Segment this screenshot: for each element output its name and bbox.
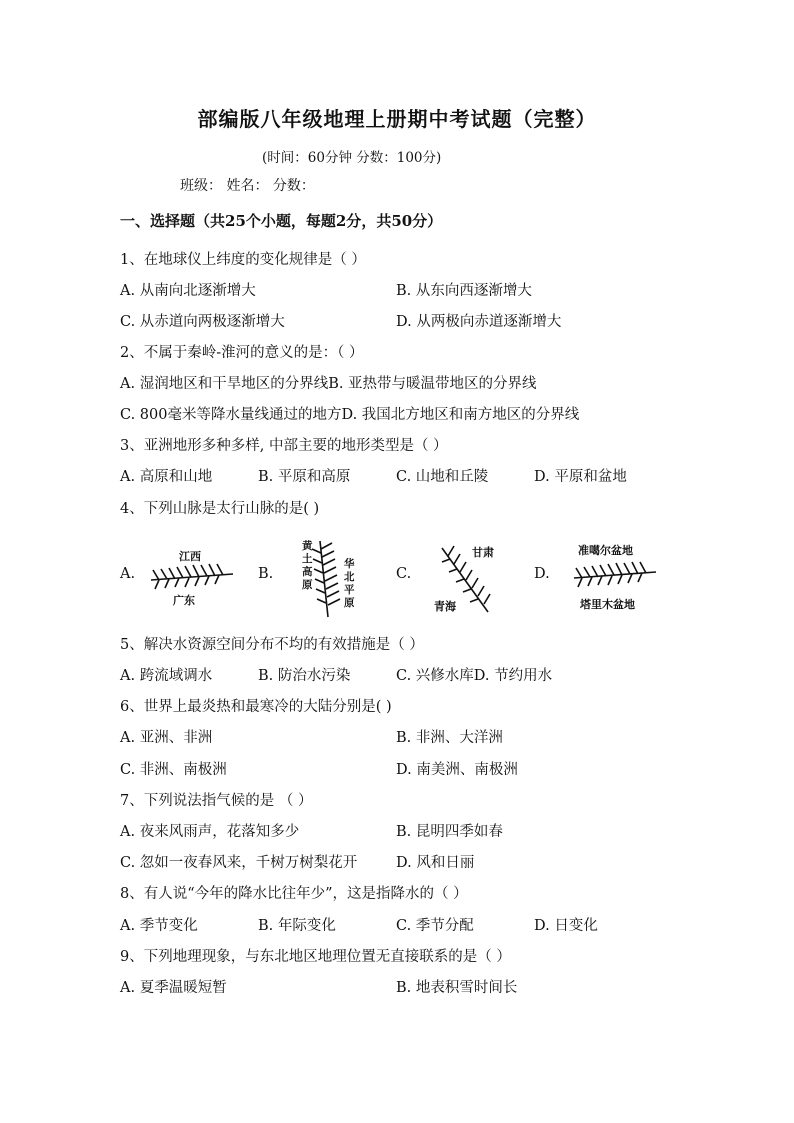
q3-option-d: D. 平原和盆地 xyxy=(534,469,627,485)
q9-stem: 9、下列地理现象，与东北地区地理位置无直接联系的是（ ） xyxy=(120,949,511,965)
q5-option-cd: C. 兴修水库D. 节约用水 xyxy=(396,668,553,684)
q8-option-d: D. 日变化 xyxy=(534,918,598,934)
q4-map-a-bottom-label: 广东 xyxy=(173,594,195,607)
q4-stem: 4、下列山脉是太行山脉的是( ) xyxy=(120,501,320,517)
q4-map-c xyxy=(430,538,510,624)
q4-option-d-label: D. xyxy=(534,566,550,582)
q3-option-b: B. 平原和高原 xyxy=(258,469,351,485)
q8-option-a: A. 季节变化 xyxy=(120,918,198,934)
q6-option-a: A. 亚洲、非洲 xyxy=(120,730,213,746)
q3-option-a: A. 高原和山地 xyxy=(120,469,213,485)
q4-map-b-right-1: 华 xyxy=(344,558,355,570)
q4-option-a-label: A. xyxy=(120,566,136,582)
q4-map-d-bottom-label: 塔里木盆地 xyxy=(580,598,635,611)
time-info: (时间：60分钟 分数：100分) xyxy=(262,150,442,166)
q5-option-b: B. 防治水污染 xyxy=(258,668,351,684)
q9-option-b: B. 地表积雪时间长 xyxy=(396,980,518,996)
q3-stem: 3、亚洲地形多种多样, 中部主要的地形类型是（ ） xyxy=(120,438,448,454)
q5-stem: 5、解决水资源空间分布不均的有效措施是（ ） xyxy=(120,637,424,653)
q1-option-c: C. 从赤道向两极逐渐增大 xyxy=(120,314,285,330)
q4-map-b-right-3: 平 xyxy=(344,584,355,596)
q9-option-a: A. 夏季温暖短暂 xyxy=(120,980,227,996)
q7-option-b: B. 昆明四季如春 xyxy=(396,824,503,840)
q4-map-a xyxy=(145,540,240,614)
q4-map-b-right-2: 北 xyxy=(344,571,355,583)
q1-stem: 1、在地球仪上纬度的变化规律是（ ） xyxy=(120,252,366,268)
section-heading: 一、选择题（共25个小题，每题2分，共50分） xyxy=(120,212,443,230)
q1-option-d: D. 从两极向赤道逐渐增大 xyxy=(396,314,562,330)
q4-map-b-left-2: 土 xyxy=(302,553,313,565)
exam-title: 部编版八年级地理上册期中考试题（完整） xyxy=(197,107,597,131)
q7-option-a: A. 夜来风雨声，花落知多少 xyxy=(120,824,300,840)
q8-stem: 8、有人说“今年的降水比往年少”，这是指降水的（ ） xyxy=(120,886,468,902)
q6-option-c: C. 非洲、南极洲 xyxy=(120,762,227,778)
q1-option-b: B. 从东向西逐渐增大 xyxy=(396,283,532,299)
q3-option-c: C. 山地和丘陵 xyxy=(396,469,489,485)
q2-stem: 2、不属于秦岭-淮河的意义的是：（ ） xyxy=(120,345,364,361)
q4-option-c-label: C. xyxy=(396,566,412,582)
q4-map-b xyxy=(288,535,368,624)
q2-options-cd: C. 800毫米等降水量线通过的地方D. 我国北方地区和南方地区的分界线 xyxy=(120,407,580,423)
q7-option-c: C. 忽如一夜春风来，千树万树梨花开 xyxy=(120,855,358,871)
q6-option-b: B. 非洲、大洋洲 xyxy=(396,730,503,746)
q4-map-a-top-label: 江西 xyxy=(179,550,201,563)
q7-stem: 7、下列说法指气候的是 （ ） xyxy=(120,793,313,809)
q2-options-ab: A. 湿润地区和干旱地区的分界线B. 亚热带与暖温带地区的分界线 xyxy=(120,376,537,392)
q4-map-d-top-label: 准噶尔盆地 xyxy=(578,544,633,557)
q6-option-d: D. 南美洲、南极洲 xyxy=(396,762,518,778)
q4-map-d xyxy=(568,536,660,620)
q7-option-d: D. 风和日丽 xyxy=(396,855,475,871)
q4-map-b-right-4: 原 xyxy=(344,597,355,609)
q4-map-b-left-3: 高 xyxy=(302,566,313,578)
q8-option-b: B. 年际变化 xyxy=(258,918,336,934)
q4-map-c-bottom-label: 青海 xyxy=(434,600,456,613)
q1-option-a: A. 从南向北逐渐增大 xyxy=(120,283,256,299)
q4-map-b-left-1: 黄 xyxy=(302,540,313,552)
q8-option-c: C. 季节分配 xyxy=(396,918,474,934)
q4-map-c-top-label: 甘肃 xyxy=(472,546,494,559)
q4-map-b-left-4: 原 xyxy=(302,579,313,591)
student-info: 班级： 姓名： 分数： xyxy=(180,178,315,194)
q4-option-b-label: B. xyxy=(258,566,274,582)
q5-option-a: A. 跨流域调水 xyxy=(120,668,213,684)
q6-stem: 6、世界上最炎热和最寒冷的大陆分别是( ) xyxy=(120,699,392,715)
